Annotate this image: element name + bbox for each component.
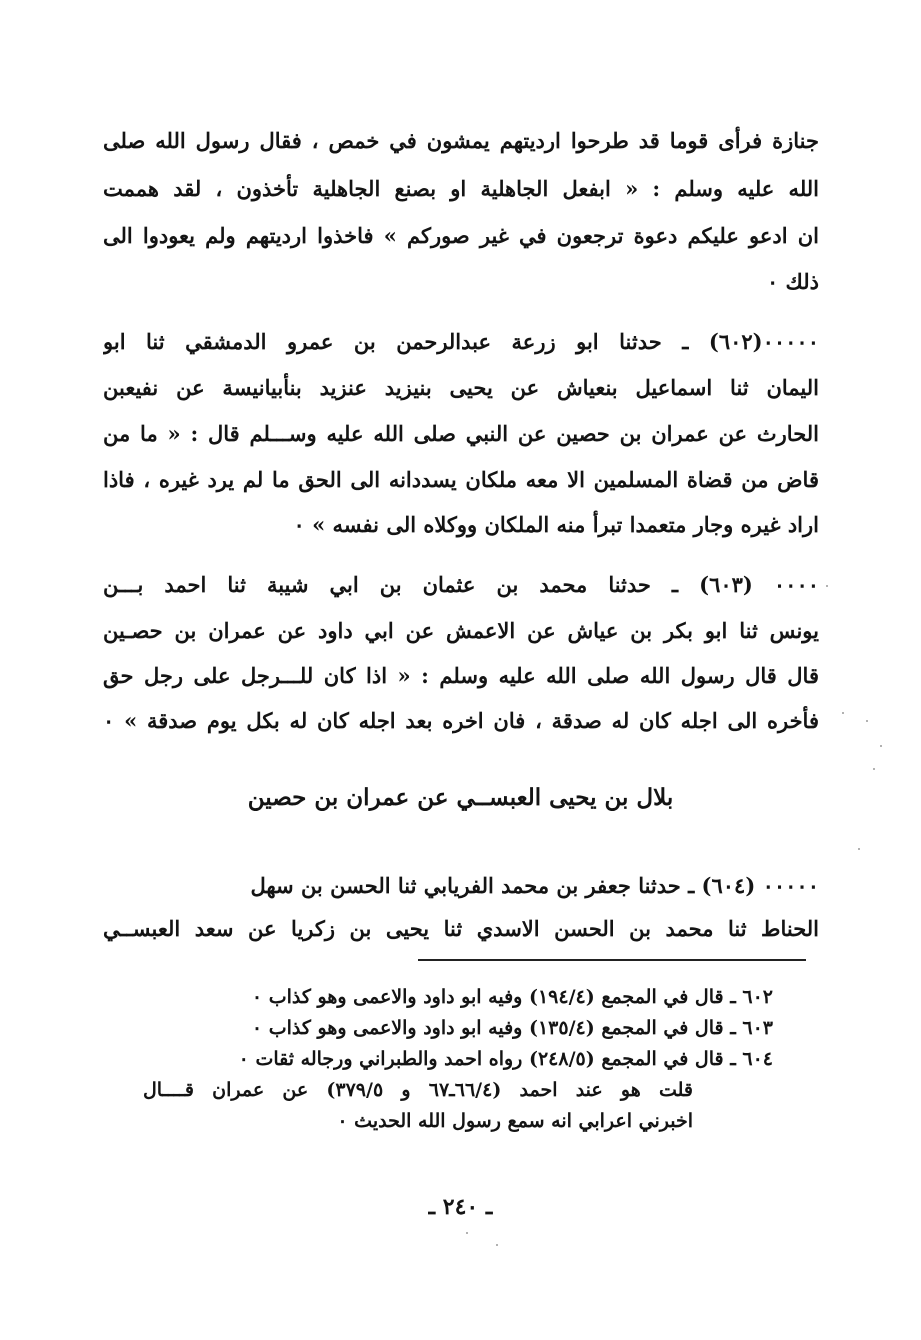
scan-speck xyxy=(866,720,868,722)
scan-speck xyxy=(466,1232,468,1234)
footnote-602: ٦٠٢ ـ قال في المجمع (١٩٤/٤) وفيه ابو داود والاعمى وهو كذاب ٠ xyxy=(251,986,773,1008)
body-line: ذلك ٠ xyxy=(766,269,819,294)
body-line: الحارث عن عمران بن حصين عن النبي صلى الله عليه وســـلم قال : « ما من xyxy=(103,421,819,446)
footnote-603: ٦٠٣ ـ قال في المجمع (١٣٥/٤) وفيه ابو داود والاعمى وهو كذاب ٠ xyxy=(251,1017,773,1039)
hadith-604-line: ٠٠٠٠٠ (٦٠٤) ـ حدثنا جعفر بن محمد الفريابي ثنا الحسن بن سهل xyxy=(250,873,819,898)
footnote-604-cont: قلت هو عند احمد (٦٦/٤ـ٦٧ و ٣٧٩/٥) عن عمران قــــال xyxy=(143,1079,693,1101)
body-line: قال قال رسول الله صلى الله عليه وسلم : « اذا كان للـــرجل على رجل حق xyxy=(103,663,819,688)
hadith-602-line: ٠٠٠٠٠(٦٠٢) ـ حدثنا ابو زرعة عبدالرحمن بن عمرو الدمشقي ثنا ابو xyxy=(103,329,819,354)
scan-speck xyxy=(880,745,882,747)
footnote-604: ٦٠٤ ـ قال في المجمع (٢٤٨/٥) رواه احمد والطبراني ورجاله ثقات ٠ xyxy=(238,1048,773,1070)
page-number: ـ ٢٤٠ ـ xyxy=(428,1194,493,1220)
body-line: الله عليه وسلم : « ابفعل الجاهلية او بصنع الجاهلية تأخذون ، لقد هممت xyxy=(103,176,819,201)
footnote-604-cont: اخبرني اعرابي انه سمع رسول الله الحديث ٠ xyxy=(337,1110,693,1132)
body-line: فأخره الى اجله كان له صدقة ، فان اخره بعد اجله كان له بكل يوم صدقة » ٠ xyxy=(103,708,819,733)
scan-speck xyxy=(873,768,875,770)
body-line: يونس ثنا ابو بكر بن عياش عن الاعمش عن ابي داود عن عمران بن حصـين xyxy=(103,618,819,643)
scan-speck xyxy=(826,585,828,587)
scan-speck xyxy=(858,848,860,850)
body-line: ان ادعو عليكم دعوة ترجعون في غير صوركم » فاخذوا ارديتهم ولم يعودوا الى xyxy=(103,223,819,248)
scan-speck xyxy=(842,712,844,714)
section-heading: بلال بن يحيى العبســي عن عمران بن حصين xyxy=(247,784,674,811)
body-line: اراد غيره وجار متعمدا تبرأ منه الملكان ووكلاه الى نفسه » ٠ xyxy=(293,512,819,537)
scan-speck xyxy=(496,1244,498,1246)
body-line: جنازة فرأى قوما قد طرحوا ارديتهم يمشون في خمص ، فقال رسول الله صلى xyxy=(103,128,819,153)
body-line: قاض من قضاة المسلمين الا معه ملكان يسددانه الى الحق ما لم يرد غيره ، فاذا xyxy=(103,467,819,492)
body-line: اليمان ثنا اسماعيل بنعياش عن يحيى بنيزيد عنزيد بنأبيانيسة عن نفيعبن xyxy=(103,375,819,400)
hadith-603-line: ٠٠٠٠ (٦٠٣) ـ حدثنا محمد بن عثمان بن ابي شيبة ثنا احمد بـــن xyxy=(103,572,819,597)
body-line: الحناط ثنا محمد بن الحسن الاسدي ثنا يحيى بن زكريا عن سعد العبســي xyxy=(103,916,819,941)
footnote-divider xyxy=(418,959,806,961)
